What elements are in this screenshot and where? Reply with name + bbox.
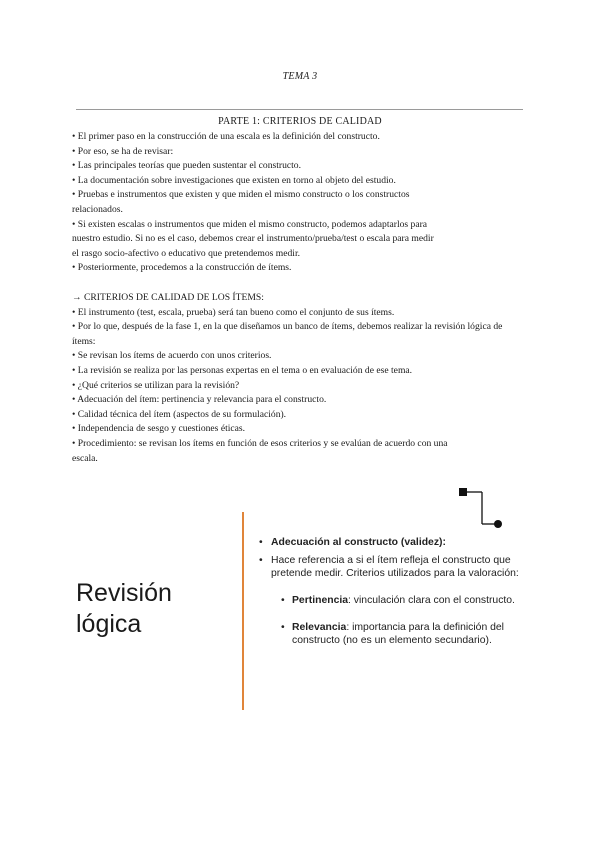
slide-sub-bullet-text: : vinculación clara con el constructo.: [348, 595, 515, 606]
text-line: • El instrumento (test, escala, prueba) será tan bueno como el conjunto de sus ítems.: [72, 306, 395, 318]
paragraph-block-definition: [72, 130, 532, 276]
text-line: relacionados.: [72, 203, 123, 215]
slide-sub-bullet: [281, 594, 528, 607]
text-line: • El primer paso en la construcción de una escala es la definición del constructo.: [72, 131, 380, 142]
slide-bullet-label: Adecuación al constructo (validez):: [271, 537, 446, 548]
slide-heading-line: Revisión: [76, 579, 172, 607]
text-line: • Las principales teorías que pueden sustentar el constructo.: [72, 160, 302, 172]
text-line: • La documentación sobre investigaciones que existen en torno al objeto del estudio.: [72, 174, 396, 186]
text-line: escala.: [72, 452, 98, 464]
slide-sub-bullet-label: Pertinencia: [292, 595, 349, 606]
subheading-line: → CRITERIOS DE CALIDAD DE LOS ÍTEMS:: [72, 292, 264, 303]
slide-vertical-divider: [242, 512, 244, 710]
text-line: nuestro estudio. Si no es el caso, debemos crear el instrumento/prueba/test o escala para medir: [72, 233, 434, 245]
text-line: • Posteriormente, procedemos a la construcción de ítems.: [72, 262, 292, 274]
slide-bullet-list: [258, 536, 528, 647]
slide-heading-line: lógica: [76, 610, 142, 638]
slide-sub-bullet: [281, 621, 528, 647]
text-line: • La revisión se realiza por las personas expertas en el tema o en evaluación de ese tema.: [72, 364, 413, 376]
slide-bullet: [258, 554, 528, 580]
slide-heading: [76, 578, 236, 640]
page-header-title: TEMA 3: [282, 71, 318, 82]
connector-arrow-icon: [455, 484, 505, 530]
slide-bullet: [258, 536, 528, 549]
text-line: • Procedimiento: se revisan los ítems en función de esos criterios y se evalúan de acuerdo con una: [72, 437, 448, 449]
text-line: • Por lo que, después de la fase 1, en la que diseñamos un banco de ítems, debemos realizar la revisión lógica de: [72, 321, 503, 333]
slide-sub-bullet-text: : importancia para la definición del constructo (no es un elemento secundario).: [292, 622, 504, 646]
text-line: • Adecuación del ítem: pertinencia y relevancia para el constructo.: [72, 394, 327, 406]
text-line: el rasgo socio-afectivo o educativo que pretendemos medir.: [72, 247, 301, 259]
text-line: • ¿Qué criterios se utilizan para la revisión?: [72, 379, 240, 391]
paragraph-block-item-criteria: [72, 291, 532, 466]
text-line: ítems:: [72, 335, 96, 347]
header-divider: [76, 109, 523, 110]
text-line: • Si existen escalas o instrumentos que miden el mismo constructo, podemos adaptarlos para: [72, 218, 428, 230]
section-title: PARTE 1: CRITERIOS DE CALIDAD: [218, 116, 382, 127]
slide-sub-bullet-label: Relevancia: [292, 622, 347, 633]
text-line: • Se revisan los ítems de acuerdo con unos criterios.: [72, 350, 272, 362]
text-line: • Pruebas e instrumentos que existen y que miden el mismo constructo o los constructos: [72, 189, 410, 201]
text-line: • Independencia de sesgo y cuestiones éticas.: [72, 423, 246, 435]
text-line: • Por eso, se ha de revisar:: [72, 145, 174, 157]
slide-bullet-text: Hace referencia a si el ítem refleja el constructo que pretende medir. Criterios utilizados para la valoración:: [271, 555, 519, 579]
text-line: • Calidad técnica del ítem (aspectos de su formulación).: [72, 408, 287, 420]
